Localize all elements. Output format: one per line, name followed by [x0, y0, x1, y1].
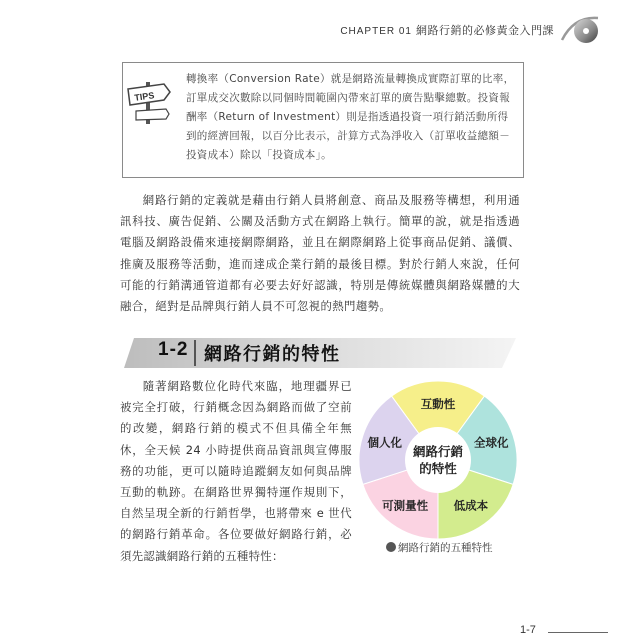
- disc-logo-icon: [560, 14, 604, 44]
- caption-bullet-icon: [386, 542, 396, 552]
- page-number: 1-7: [520, 624, 536, 636]
- chapter-title: 網路行銷的必修黃金入門課: [416, 24, 554, 37]
- page-number-rule: [548, 632, 608, 633]
- tips-signpost-icon: [126, 80, 172, 124]
- wheel-segment-label: 可測量性: [382, 498, 429, 513]
- running-header: [340, 22, 554, 38]
- wheel-segment-label: 互動性: [420, 397, 456, 411]
- wheel-center-line2: 的特性: [419, 461, 457, 476]
- wheel-segment-label: 低成本: [453, 498, 489, 513]
- chapter-label: CHAPTER 01: [340, 26, 412, 37]
- tips-label: TIPS: [133, 90, 155, 103]
- wheel-segment-label: 個人化: [367, 435, 402, 450]
- characteristics-wheel: [358, 380, 518, 540]
- section-title: 網路行銷的特性: [204, 344, 341, 365]
- figure-caption: [386, 540, 493, 555]
- section-number: 1-2: [158, 339, 189, 360]
- tips-text: 轉換率（Conversion Rate）就是網路流量轉換成實際訂單的比率，訂單成交次數除以同個時間範圍內帶來訂單的廣告點擊總數。投資報酬率（Return of Investment）則是指透過投資一項行銷活動所得到的經濟回報，以百分比表示，計算方式為淨收入（訂單收益總額－投資成本）除以「投資成本」。: [186, 73, 515, 161]
- wheel-segment-label: 全球化: [474, 435, 509, 450]
- intro-paragraph: 網路行銷的定義就是藉由行銷人員將創意、商品及服務等構想，利用通訊科技、廣告促銷、公關及活動方式在網路上執行。簡單的說，就是指透過電腦及網路設備來連接網際網路，並且在網際網路上從事商品促銷、議價、推廣及服務等活動，進而達成企業行銷的最後目標。對於行銷人來說，任何可能的行銷溝通管道都有必要去好好認識，特別是傳統媒體與網路媒體的大融合，絕對是品牌與行銷人員不可忽視的熱門趨勢。: [120, 193, 520, 314]
- wheel-center-line1: 網路行銷: [412, 444, 464, 459]
- wheel-center: [405, 427, 471, 493]
- figure-caption-text: 網路行銷的五種特性: [398, 542, 493, 554]
- section-paragraph: 隨著網路數位化時代來臨，地理疆界已被完全打破，行銷概念因為網路而做了空前的改變，網路行銷的模式不但具備全年無休，全天候 24 小時提供商品資訊與宣傳服務的功能，更可以隨時追蹤網友如何與品牌互動的軌跡。在網路世界獨特運作規則下，自然呈現全新的行銷哲學，也將帶來 e 世代的網路行銷革命。各位要做好網路行銷，必須先認識網路行銷的五種特性：: [120, 379, 352, 563]
